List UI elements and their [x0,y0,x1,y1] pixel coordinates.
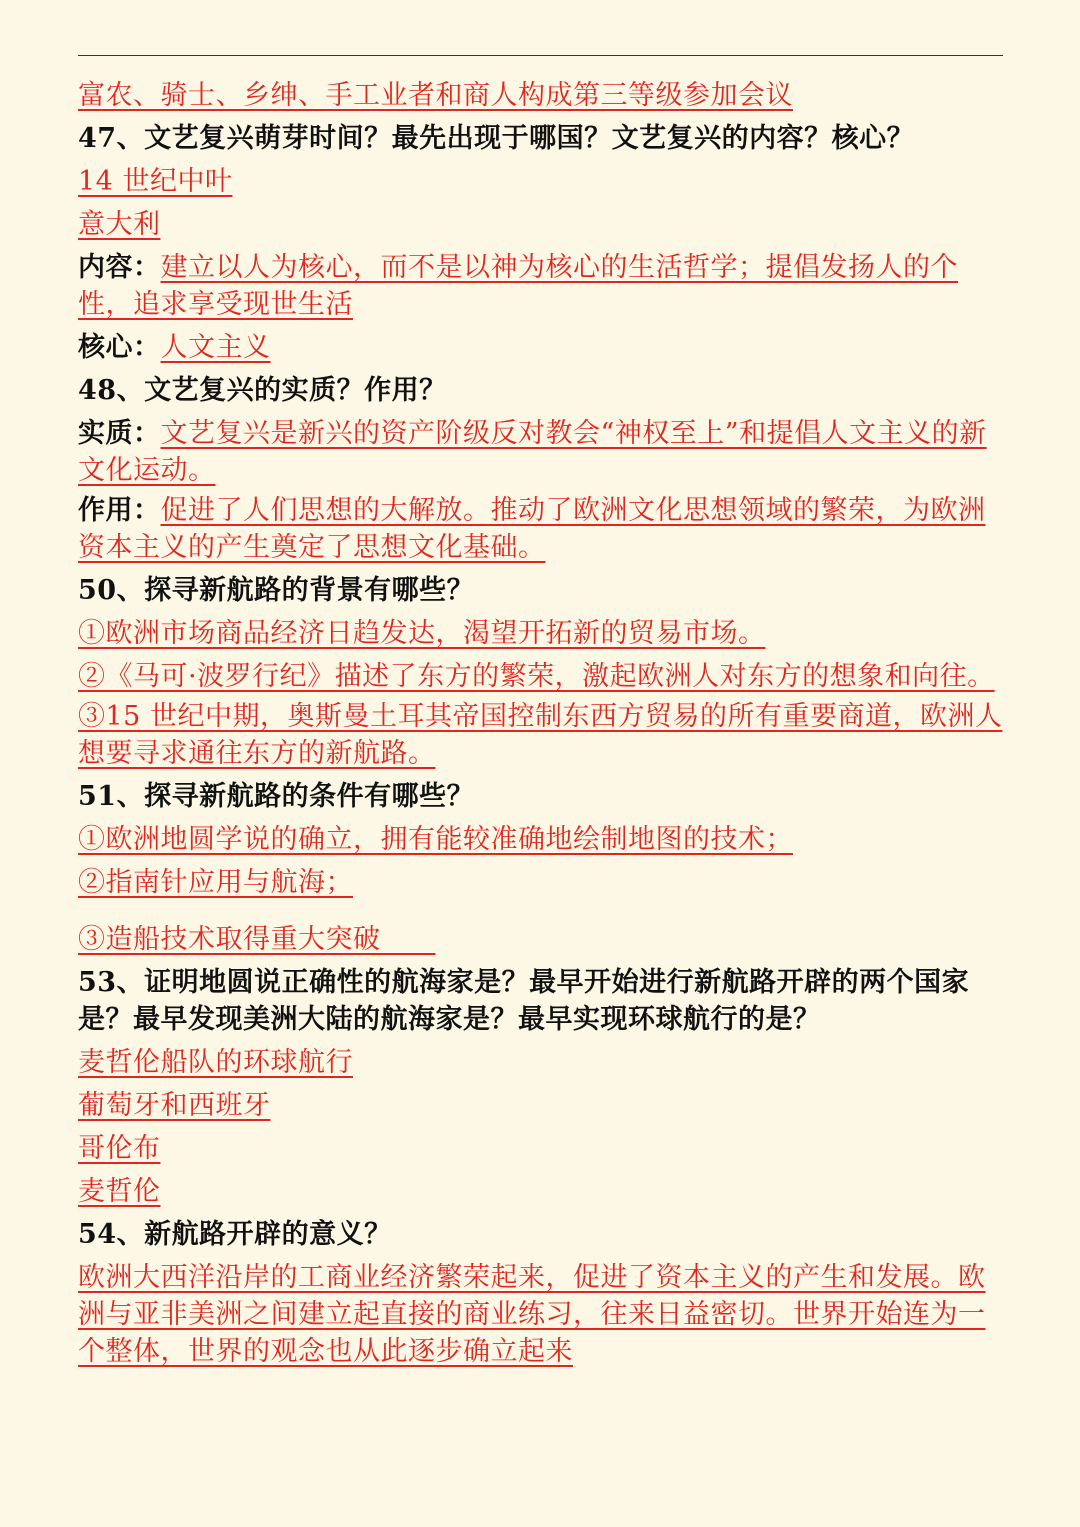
answer-line [78,1127,1003,1170]
answer-line [78,1170,1003,1213]
q51-item-1: ①欧洲地圆学说的确立，拥有能较准确地绘制地图的技术； [78,824,793,855]
question-48: 48、文艺复兴的实质？作用？ [78,375,447,406]
q51-item-3: ③造船技术取得重大突破 [78,924,381,955]
content-label: 内容： [78,252,161,283]
top-divider [78,55,1003,56]
q50-item-2: ②《马可·波罗行纪》描述了东方的繁荣，激起欧洲人对东方的想象和向往。 [78,661,995,692]
q53-answer-4: 麦哲伦 [78,1176,161,1207]
q48-effect-answer: 促进了人们思想的大解放。推动了欧洲文化思想领域的繁荣，为欧洲资本主义的产生奠定了思想文化基础。 [78,495,986,563]
spacer [78,904,1003,918]
q53-answer-3: 哥伦布 [78,1133,161,1164]
q50-item-3: ③15 世纪中期，奥斯曼土耳其帝国控制东西方贸易的所有重要商道，欧洲人想要寻求通往东方的新航路。 [78,701,1003,769]
answer-line [78,203,1003,246]
answer-line [78,160,1003,203]
list-item [78,612,1003,655]
q48-essence-answer: 文艺复兴是新兴的资产阶级反对教会“神权至上”和提倡人文主义的新文化运动。 [78,418,987,486]
q47-core-block [78,326,1003,369]
q50-item-1: ①欧洲市场商品经济日趋发达，渴望开拓新的贸易市场。 [78,618,766,649]
question-54: 54、新航路开辟的意义？ [78,1219,392,1250]
q48-effect-block [78,492,1003,566]
q47-country-answer: 意大利 [78,209,161,240]
answer-line [78,74,1003,117]
q48-essence-block [78,415,1003,489]
list-item [78,658,1003,695]
effect-label: 作用： [78,495,161,526]
q53-answer-1: 麦哲伦船队的环球航行 [78,1047,353,1078]
trailing-underline [381,924,436,955]
q53-answer-2: 葡萄牙和西班牙 [78,1090,271,1121]
essence-label: 实质： [78,418,161,449]
q51-item-2: ②指南针应用与航海； [78,867,353,898]
answer-line [78,1084,1003,1127]
intro-answer: 富农、骑士、乡绅、手工业者和商人构成第三等级参加会议 [78,80,793,111]
question-47: 47、文艺复兴萌芽时间？最先出现于哪国？文艺复兴的内容？核心？ [78,123,915,154]
document-body [78,74,1003,1373]
question-51: 51、探寻新航路的条件有哪些？ [78,781,475,812]
list-item [78,698,1003,772]
q54-answer-block [78,1259,1003,1370]
question-50: 50、探寻新航路的背景有哪些？ [78,575,475,606]
list-item [78,861,1003,904]
list-item [78,818,1003,861]
core-label: 核心： [78,332,161,363]
q47-core-answer: 人文主义 [160,332,271,363]
q47-time-answer: 14 世纪中叶 [78,166,233,197]
q47-content-block [78,249,1003,323]
question-53: 53、证明地圆说正确性的航海家是？最早开始进行新航路开辟的两个国家是？最早发现美洲大陆的航海家是？最早实现环球航行的是？ [78,967,970,1035]
list-item [78,918,1003,961]
q47-content-answer: 建立以人为核心，而不是以神为核心的生活哲学；提倡发扬人的个性，追求享受现世生活 [78,252,958,320]
q54-answer: 欧洲大西洋沿岸的工商业经济繁荣起来，促进了资本主义的产生和发展。欧洲与亚非美洲之间建立起直接的商业练习，往来日益密切。世界开始连为一个整体，世界的观念也从此逐步确立起来 [78,1262,986,1367]
answer-line [78,1041,1003,1084]
